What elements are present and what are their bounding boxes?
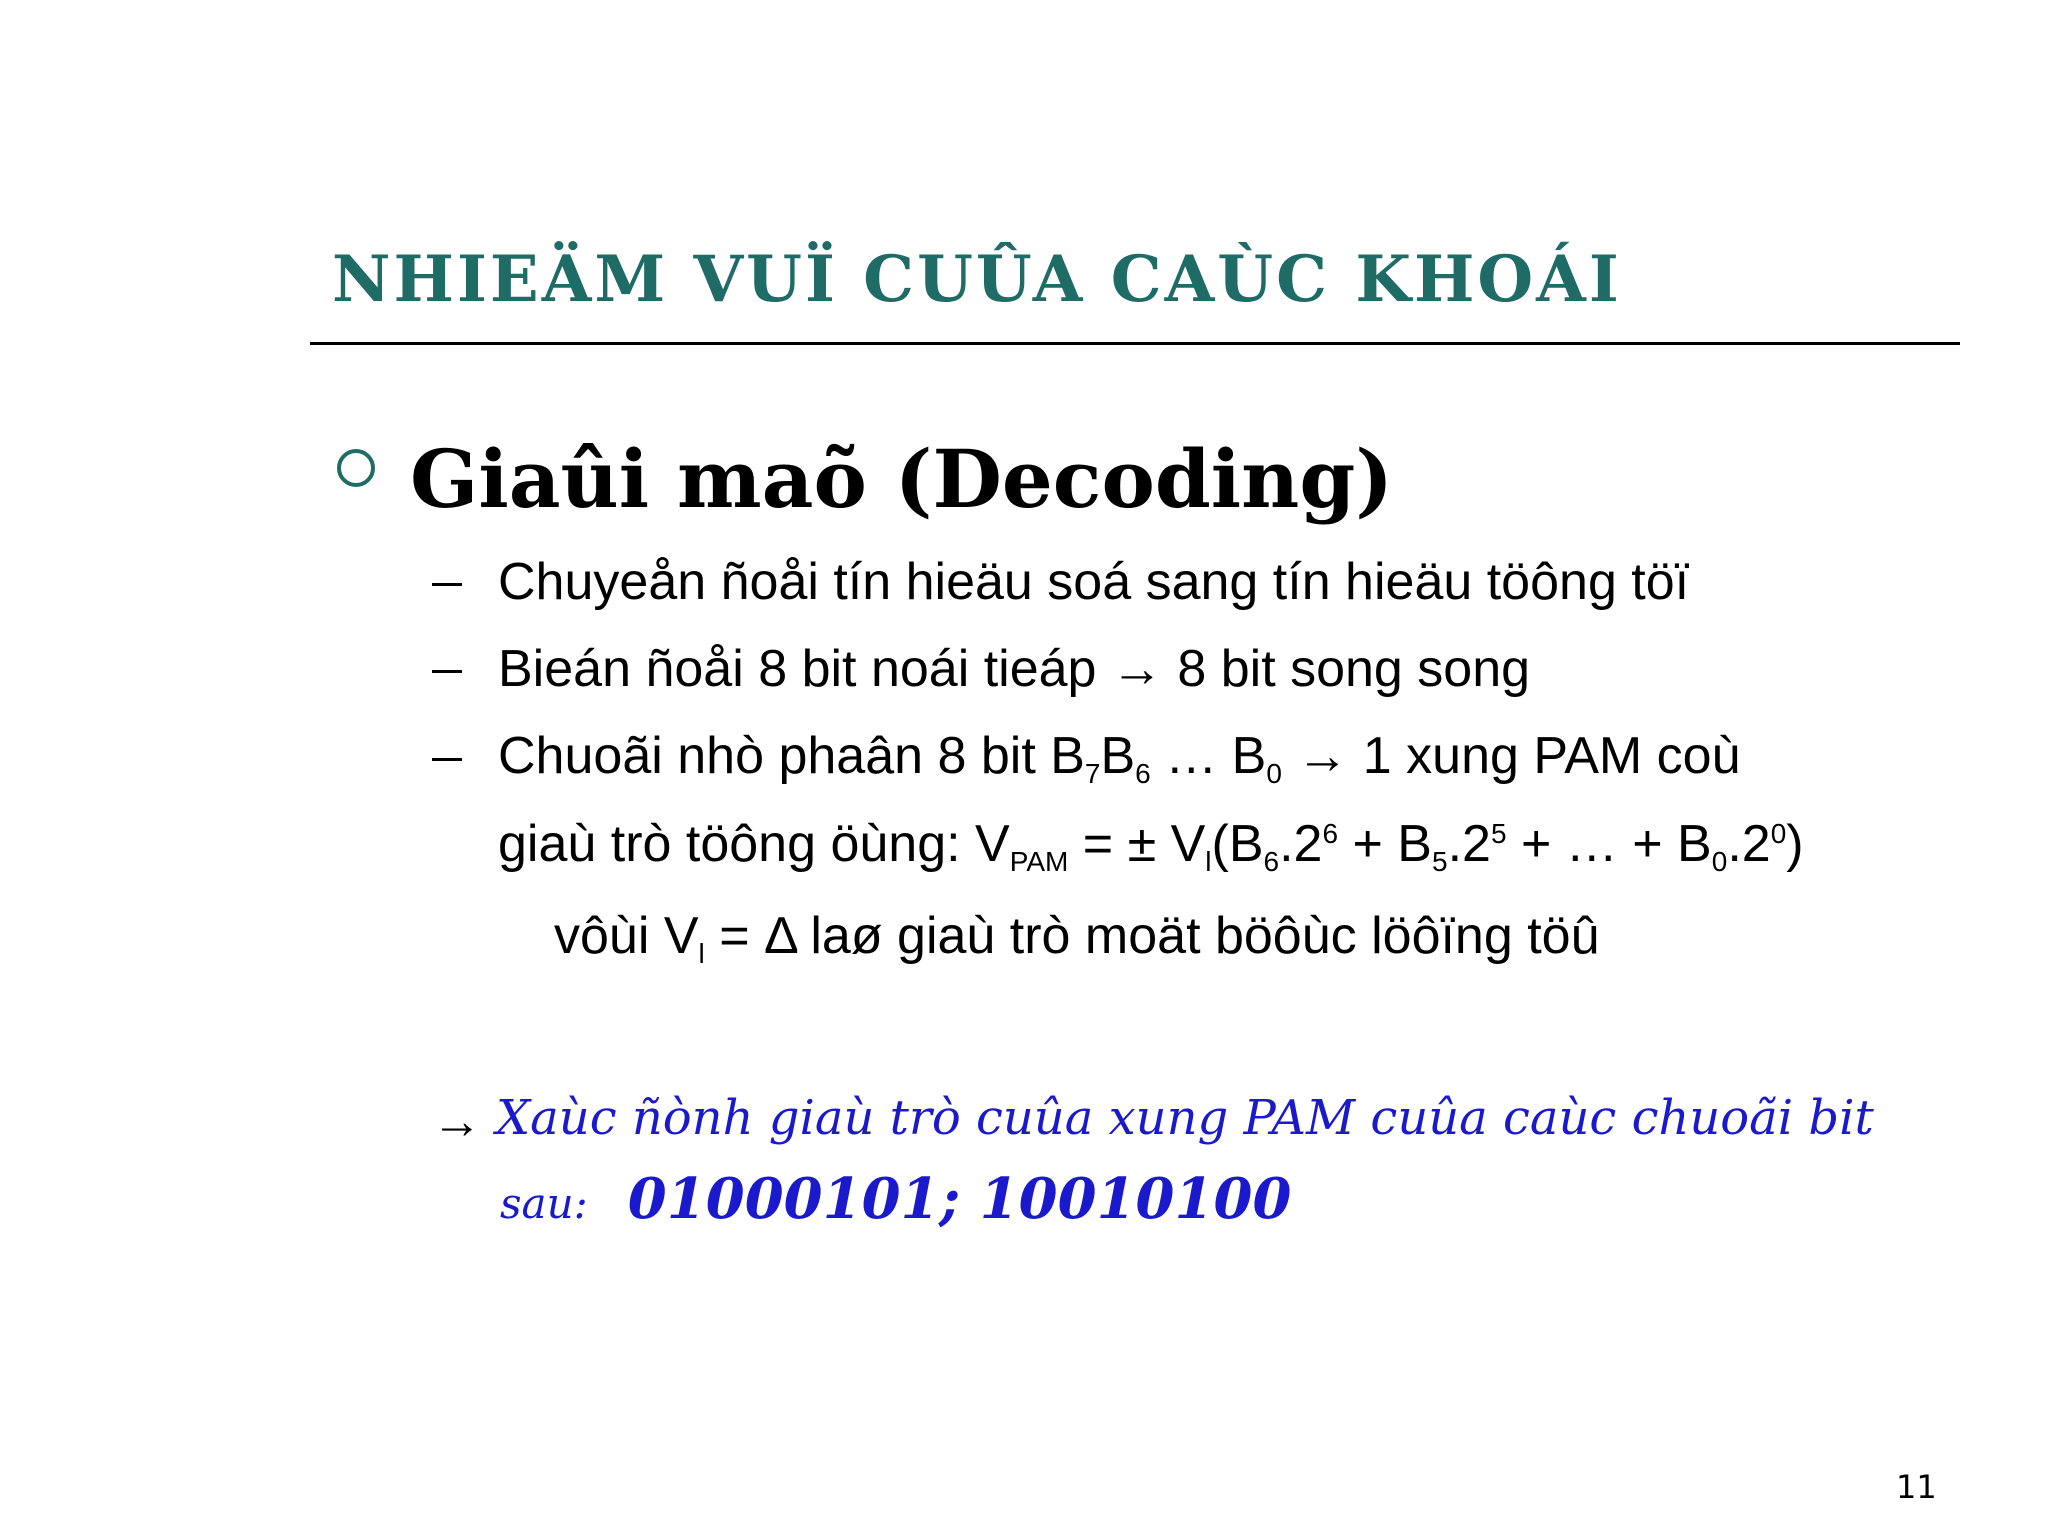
exercise-bits	[500, 1166, 1291, 1232]
section-heading: Giaûi maõ (Decoding)	[410, 432, 1394, 526]
dash-bullet-icon	[432, 583, 462, 586]
title-divider	[310, 342, 1960, 345]
circle-bullet-icon	[337, 449, 375, 487]
page-number: 11	[1896, 1468, 1937, 1506]
bullet-3: Chuoãi nhò phaân 8 bit $B_7B_6$ … $B_0 \to 1$ xung PAM coù	[498, 727, 1741, 789]
right-arrow-icon: →	[432, 1093, 482, 1149]
formula-line: giaù trò töông öùng: $V_{PAM}$ = ± $V_l(B_6.2^6 + B_5.2^5$ + … + $B_0.2^0$)	[498, 815, 1804, 877]
bullet-2: Bieán ñoåi 8 bit noái tieáp → 8 bit song song	[498, 640, 1531, 698]
bullet-1: Chuyeån ñoåi tín hieäu soá sang tín hieäu töông töï	[498, 553, 1690, 611]
slide-title: NHIEÄM VUÏ CUÛA CAÙC KHOÁI	[332, 242, 1622, 317]
bit-sequences: 01000101; 10010100	[627, 1166, 1292, 1232]
dash-bullet-icon	[432, 758, 462, 761]
exercise-prompt: Xaùc ñònh giaù trò cuûa xung PAM cuûa caùc chuoãi bit	[496, 1090, 1874, 1146]
exercise-label: sau:	[500, 1179, 588, 1228]
delta-definition: vôùi $V_l = \Delta$ laø giaù trò moät böôùc löôïng töû	[554, 907, 1600, 969]
dash-bullet-icon	[432, 670, 462, 673]
